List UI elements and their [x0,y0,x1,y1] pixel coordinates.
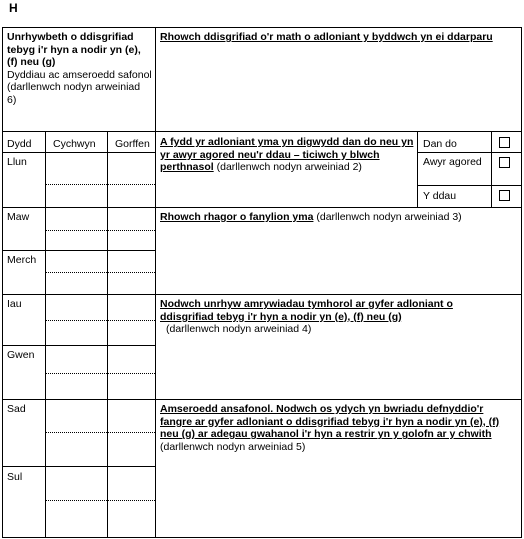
further-details-note: (darllenwch nodyn arweiniad 3) [313,211,462,223]
outdoors-checkbox[interactable] [499,157,510,168]
sat-start-input[interactable] [46,400,107,466]
sun-start-input[interactable] [46,467,107,537]
frame-right [521,27,522,538]
left-header [7,31,152,107]
frame-left [2,27,3,538]
tue-start-input[interactable] [46,208,107,250]
options-divider-right [491,131,492,207]
day-label-thu: Iau [7,298,22,310]
both-checkbox[interactable] [499,190,510,201]
entertainment-description-label: Rhowch ddisgrifiad o'r math o adloniant y byddwch yn ei ddarparu [160,31,493,43]
tue-end-input[interactable] [108,208,155,250]
non-standard-times-bold: Amseroedd ansafonol. Nodwch os ydych yn bwriadu defnyddio'r fangre ar gyfer adloniant o ddisgrifiad tebyg i'r hyn a nodir yn (e), (f) neu (g) ar adegau gwahanol i'r hyn a restrir yn y golofn ar y chwith [160,403,500,441]
dotted-line [45,272,155,273]
day-label-sat: Sad [7,403,26,415]
option-outdoors-label: Awyr agored [423,156,482,168]
indoors-checkbox[interactable] [499,137,510,148]
section-letter: H [9,1,18,15]
frame-top [2,27,522,28]
seasonal-variations-input[interactable] [156,340,521,399]
options-sep [417,152,521,153]
indoor-outdoor-question [160,136,415,174]
day-label-mon: Llun [7,156,27,168]
left-header-note: Dyddiau ac amseroedd safonol (darllenwch nodyn arweiniad 6) [7,68,152,106]
header-separator [2,131,522,132]
dotted-line [45,432,155,433]
indoor-section-bottom [155,207,521,208]
seasonal-variations-bold: Nodwch unrhyw amrywiadau tymhorol ar gyfer adloniant o ddisgrifiad tebyg i'r hyn a nodir yn (e), (f) neu (g) [160,298,453,323]
options-sep [417,185,521,186]
day-label-fri: Gwen [7,349,35,361]
non-standard-times-note: (darllenwch nodyn arweiniad 5) [160,440,306,453]
col-header-start: Cychwyn [53,138,96,150]
day-label-sun: Sul [7,471,23,483]
further-details-label [160,211,515,224]
col-header-end: Gorffen [115,138,150,150]
col-header-day: Dydd [7,138,32,150]
dotted-line [45,230,155,231]
option-indoors-label: Dan do [423,138,457,150]
seasonal-variations-label [160,298,490,336]
further-details-input[interactable] [156,226,521,294]
further-details-bold: Rhowch rhagor o fanylion yma [160,211,314,223]
further-details-bottom [155,294,521,295]
sun-end-input[interactable] [108,467,155,537]
options-divider-left [417,131,418,207]
indoor-outdoor-question-bold: A fydd yr adloniant yma yn digwydd dan do neu yn yr awyr agored neu'r ddau – ticiwch y blwch perthnasol [160,136,414,174]
non-standard-times-label [160,403,518,453]
mon-end-input[interactable] [108,153,155,206]
seasonal-section-bottom [155,399,521,400]
seasonal-variations-note: (darllenwch nodyn arweiniad 4) [166,323,312,336]
dotted-line [45,373,155,374]
sat-end-input[interactable] [108,400,155,466]
day-label-tue: Maw [7,211,30,223]
dotted-line [45,500,155,501]
left-header-title: Unrhywbeth o ddisgrifiad tebyg i'r hyn a nodir yn (e), (f) neu (g) [7,31,141,69]
dotted-line [45,320,155,321]
option-both-label: Y ddau [423,190,457,202]
non-standard-times-input[interactable] [156,458,521,537]
day-label-wed: Merch [7,254,37,266]
dotted-line [45,184,155,185]
frame-bottom [2,537,522,538]
indoor-outdoor-question-note: (darllenwch nodyn arweiniad 2) [213,161,362,174]
mon-start-input[interactable] [46,153,107,206]
